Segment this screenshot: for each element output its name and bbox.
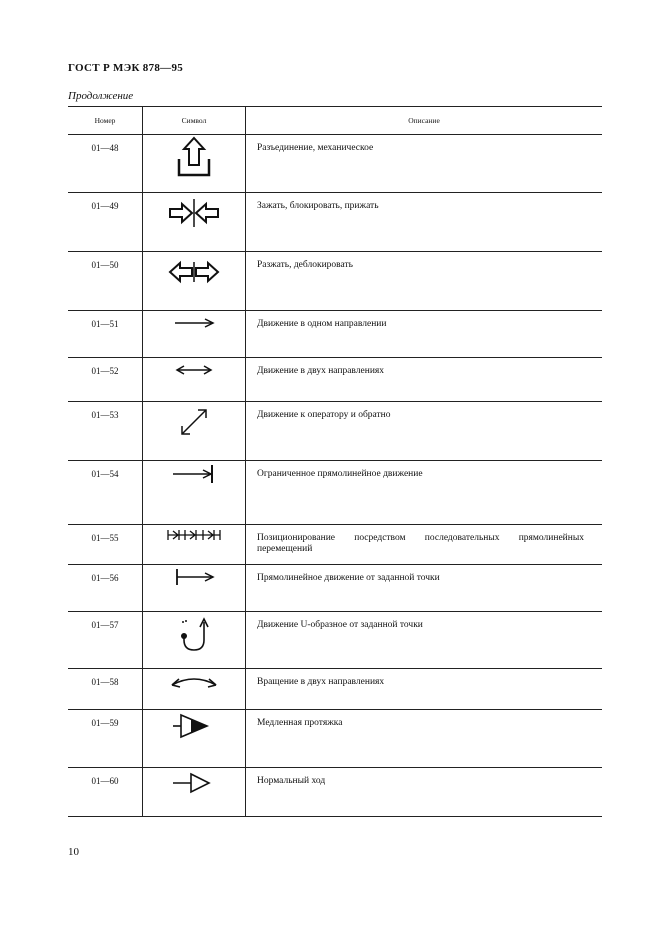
filled-triangle-arrow-icon [169,710,219,742]
table-row [68,525,602,565]
row-number: 01—60 [91,776,119,786]
row-description: Разъединение, механическое [257,143,374,153]
table-row [68,612,602,669]
table-row [68,252,602,311]
row-number: 01—56 [91,573,119,583]
row-number: 01—52 [91,366,119,376]
row-number: 01—50 [91,260,119,270]
table-row [68,768,602,817]
table-row [68,311,602,358]
row-description: Движение U-образное от заданной точки [257,620,423,630]
row-number: 01—57 [91,620,119,630]
column-header-number: Номер [68,107,143,135]
column-header-symbol: Символ [143,107,246,135]
continuation-label: Продолжение [68,90,134,102]
row-description: Движение в одном направлении [257,319,387,329]
row-number: 01—58 [91,677,119,687]
row-description: Нормальный ход [257,776,326,786]
separation-arrow-up-icon [169,135,219,181]
table-row [68,358,602,402]
table-row [68,193,602,252]
row-number: 01—49 [91,201,119,211]
table-row [68,710,602,768]
row-number: 01—55 [91,533,119,543]
row-description: Прямолинейное движение от заданной точки [257,573,440,583]
arrow-right-icon [169,311,219,335]
unclamp-arrows-outward-icon [166,252,222,292]
diagonal-double-arrow-icon [174,402,214,442]
row-number: 01—48 [91,143,119,153]
row-description: Зажать, блокировать, прижать [257,201,379,211]
table-row [68,669,602,710]
row-description: Медленная протяжка [257,718,343,728]
row-number: 01—51 [91,319,119,329]
row-description: Разжать, деблокировать [257,260,354,270]
curved-double-arrow-icon [166,669,222,693]
double-arrow-icon [169,358,219,382]
table-row [68,565,602,612]
arrow-to-stop-icon [169,461,219,487]
row-description: Вращение в двух направлениях [257,677,385,687]
open-triangle-arrow-icon [169,768,219,798]
symbols-table [68,106,602,817]
row-number: 01—59 [91,718,119,728]
document-header: ГОСТ Р МЭК 878—95 [68,62,184,74]
arrow-from-point-icon [169,565,219,589]
row-description: Ограниченное прямолинейное движение [257,469,423,479]
u-turn-from-point-icon [174,612,214,656]
table-row [68,135,602,193]
row-number: 01—54 [91,469,119,479]
table-row [68,461,602,525]
row-description: Позиционирование посредством последовательных прямолинейных перемещений [257,533,584,554]
clamp-arrows-inward-icon [166,193,222,233]
row-description: Движение к оператору и обратно [257,410,391,420]
table-row [68,402,602,461]
stepped-arrows-icon [165,525,223,545]
row-description: Движение в двух направлениях [257,366,385,376]
column-header-description: Описание [246,107,603,135]
row-number: 01—53 [91,410,119,420]
page-number: 10 [68,846,79,858]
